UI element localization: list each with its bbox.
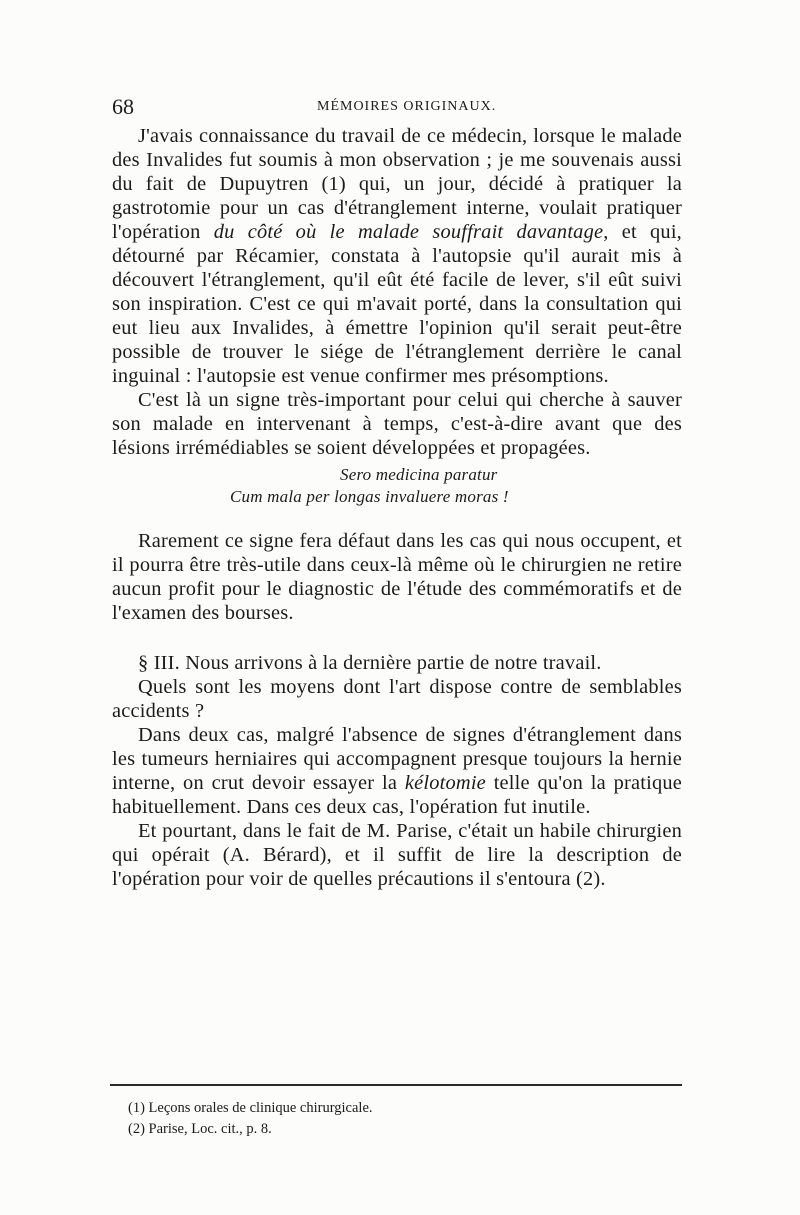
footnote-rule [110,1084,682,1086]
paragraph-7: Et pourtant, dans le fait de M. Parise, c'était un habile chirurgien qui opérait (A. Bérard), et il suffit de lire la description de l'opération pour voir de quelles précautions il s'entoura (2). [112,820,682,890]
body-text [112,124,682,891]
paragraph-6 [112,723,682,819]
paragraph-2: C'est là un signe très-important pour celui qui cherche à sauver son malade en intervenant à temps, c'est-à-dire avant que des lésions irrémédiables se soient développées et propagées. [112,389,682,459]
paragraph-6-italic: kélotomie [404,772,486,794]
paragraph-6-part-a: Dans deux cas, malgré l'absence de signes d'étranglement dans les tumeurs herniaires qui accompagnent presque toujours la hernie interne, on crut devoir essayer la [112,724,682,794]
paragraph-3: Rarement ce signe fera défaut dans les cas qui nous occupent, et il pourra être très-utile dans ceux-là même où le chirurgien ne retire aucun profit pour le diagnostic de l'étude des commémoratifs et de l'examen des bourses. [112,530,682,624]
latin-quote [112,464,682,508]
quote-line-1: Sero medicina paratur [340,465,498,484]
quote-line-2: Cum mala per longas invaluere moras ! [230,487,509,506]
running-title: MÉMOIRES ORIGINAUX. [317,99,497,114]
page-header [112,94,680,122]
page-number: 68 [112,94,134,119]
paragraph-1 [112,124,682,388]
paragraph-6-part-b: telle qu'on la pratique habituellement. Dans ces deux cas, l'opération fut inutile. [112,772,682,818]
paragraph-1-part-b: , et qui, détourné par Récamier, constata à l'autopsie qu'il aurait mis à découvert l'étranglement, qu'il eût été facile de lever, s'il eût suivi son inspiration. C'est ce qui m'avait porté, dans la consultation qui eut lieu aux Invalides, à émettre l'opinion qu'il serait peut-être possible de trouver le siége de l'étranglement derrière le canal inguinal : l'autopsie est venue confirmer mes présomptions. [112,221,682,387]
footnote-1: (1) Leçons orales de clinique chirurgicale. [128,1100,373,1116]
paragraph-1-italic: du côté où le malade souffrait davantage [213,221,604,243]
footnotes [128,1098,668,1140]
paragraph-1-part-a: J'avais connaissance du travail de ce médecin, lorsque le malade des Invalides fut soumis à mon observation ; je me souvenais aussi du fait de Dupuytren (1) qui, un jour, décidé à pratiquer la gastrotomie pour un cas d'étranglement interne, voulait pratiquer l'opération [112,125,682,243]
footnote-2: (2) Parise, Loc. cit., p. 8. [128,1121,272,1137]
section-heading-paragraph: § III. Nous arrivons à la dernière partie de notre travail. [138,652,602,674]
paragraph-5: Quels sont les moyens dont l'art dispose contre de semblables accidents ? [112,676,682,722]
